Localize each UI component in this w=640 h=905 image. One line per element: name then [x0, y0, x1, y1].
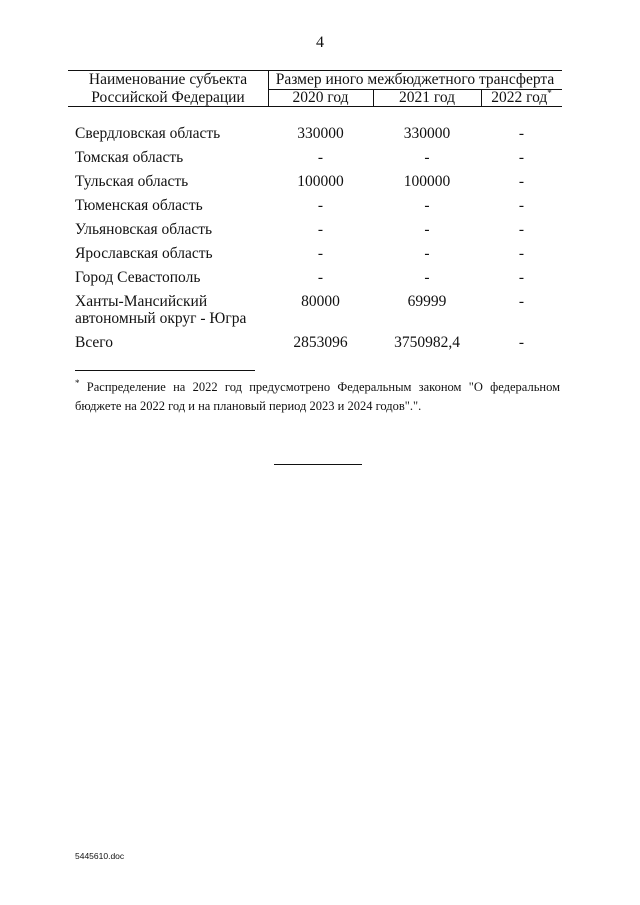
region-name: Свердловская область — [75, 125, 221, 142]
page-number: 4 — [316, 34, 324, 51]
value-2020: - — [317, 245, 324, 262]
value-2021: - — [424, 269, 430, 286]
header-name-line2: Российской Федерации — [91, 89, 245, 106]
region-name: Томская область — [75, 149, 184, 166]
value-2020: - — [317, 197, 324, 214]
value-2021: 69999 — [407, 293, 447, 310]
document-code: 5445610.doc — [75, 851, 125, 861]
value-2021: - — [424, 221, 430, 238]
header-year-2021: 2021 год — [398, 89, 456, 106]
value-2020: 80000 — [301, 293, 340, 310]
footnote-text: Распределение на 2022 год предусмотрено Федеральным законом "О федеральном бюджете на 2022 год и на плановый период 2023 и 2024 годов".". — [75, 380, 561, 413]
value-2020: 2853096 — [293, 334, 348, 351]
region-name: Тюменская область — [75, 197, 203, 214]
value-2021: - — [424, 197, 430, 214]
header-year-2022-label: 2022 год — [491, 89, 548, 106]
value-2020: - — [317, 269, 324, 286]
header-name-line1: Наименование субъекта — [88, 71, 248, 88]
value-2022: - — [518, 197, 525, 214]
value-2022: - — [518, 245, 525, 262]
value-2022: - — [518, 293, 525, 310]
region-name: Ульяновская область — [75, 221, 213, 238]
footnote-rule — [75, 370, 255, 371]
value-2022: - — [518, 149, 525, 166]
table-row-total — [0, 334, 640, 354]
value-2022: - — [518, 173, 525, 190]
value-2020: - — [317, 149, 324, 166]
value-2021: 3750982,4 — [394, 334, 460, 351]
table-row — [0, 149, 640, 169]
region-name-line1: Ханты-Мансийский — [75, 293, 208, 310]
footnote-marker: * — [547, 87, 552, 98]
value-2021: - — [424, 245, 430, 262]
table-row — [0, 173, 640, 193]
total-label: Всего — [75, 334, 114, 351]
table-row — [0, 197, 640, 217]
region-name-line2: автономный округ - Югра — [75, 310, 247, 327]
header-year-2020: 2020 год — [292, 89, 349, 106]
footnote-mark: * — [75, 377, 80, 388]
region-name: Тульская область — [75, 173, 189, 190]
value-2021: - — [424, 149, 430, 166]
value-2022: - — [518, 269, 525, 286]
value-2020: 330000 — [297, 125, 344, 142]
region-name: Город Севастополь — [75, 269, 201, 286]
footnote — [75, 378, 560, 416]
value-2021: 330000 — [403, 125, 451, 142]
value-2021: 100000 — [403, 173, 451, 190]
header-year-2022 — [481, 89, 562, 107]
table-row — [0, 125, 640, 145]
value-2020: 100000 — [297, 173, 344, 190]
value-2022: - — [518, 125, 525, 142]
value-2022: - — [518, 221, 525, 238]
table-row — [0, 269, 640, 289]
value-2020: - — [317, 221, 324, 238]
region-name: Ярославская область — [75, 245, 213, 262]
end-of-document-rule — [274, 464, 362, 465]
header-transfer-group: Размер иного межбюджетного трансферта — [275, 71, 555, 88]
value-2022: - — [518, 334, 525, 351]
table-row — [0, 293, 640, 331]
table-row — [0, 245, 640, 265]
table-row — [0, 221, 640, 241]
